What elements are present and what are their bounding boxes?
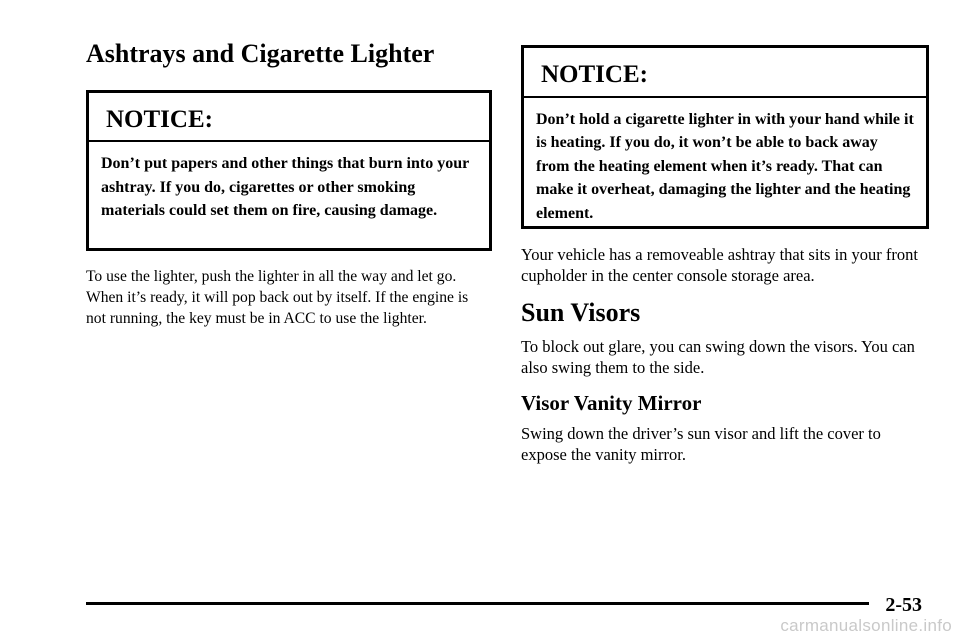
vanity-mirror-text: Swing down the driver’s sun visor and lift the cover to expose the vanity mirror.: [521, 423, 881, 464]
footer-rule: [86, 602, 869, 605]
lighter-instructions: To use the lighter, push the lighter in all the way and let go. When it’s ready, it will pop back out by itself. If the engine is not running, the key must be in ACC to use the lighter.: [86, 267, 469, 327]
left-column: [86, 40, 492, 329]
section-heading-sun-visors: Sun Visors: [521, 298, 641, 327]
notice-text: Don’t put papers and other things that burn into your ashtray. If you do, cigarettes or other smoking materials could set them on fire, causing damage.: [101, 155, 469, 220]
sun-visors-text: To block out glare, you can swing down the visors. You can also swing them to the side.: [521, 336, 915, 377]
page-number: 2-53: [885, 594, 922, 616]
notice-title: NOTICE:: [524, 48, 926, 98]
watermark: carmanualsonline.info: [780, 616, 952, 635]
notice-title: NOTICE:: [89, 93, 489, 143]
subsection-heading-vanity-mirror: Visor Vanity Mirror: [521, 390, 702, 415]
right-column: [521, 45, 929, 465]
notice-box-ashtray: [86, 90, 492, 251]
notice-box-lighter: [521, 45, 929, 229]
notice-text: Don’t hold a cigarette lighter in with your hand while it is heating. If you do, it won’t be able to back away from the heating element when it’s ready. That can make it overheat, damaging the lighter and the heating element.: [536, 110, 914, 222]
section-heading-ashtrays: Ashtrays and Cigarette Lighter: [86, 39, 435, 68]
ashtray-description: Your vehicle has a removeable ashtray that sits in your front cupholder in the center console storage area.: [521, 245, 918, 285]
